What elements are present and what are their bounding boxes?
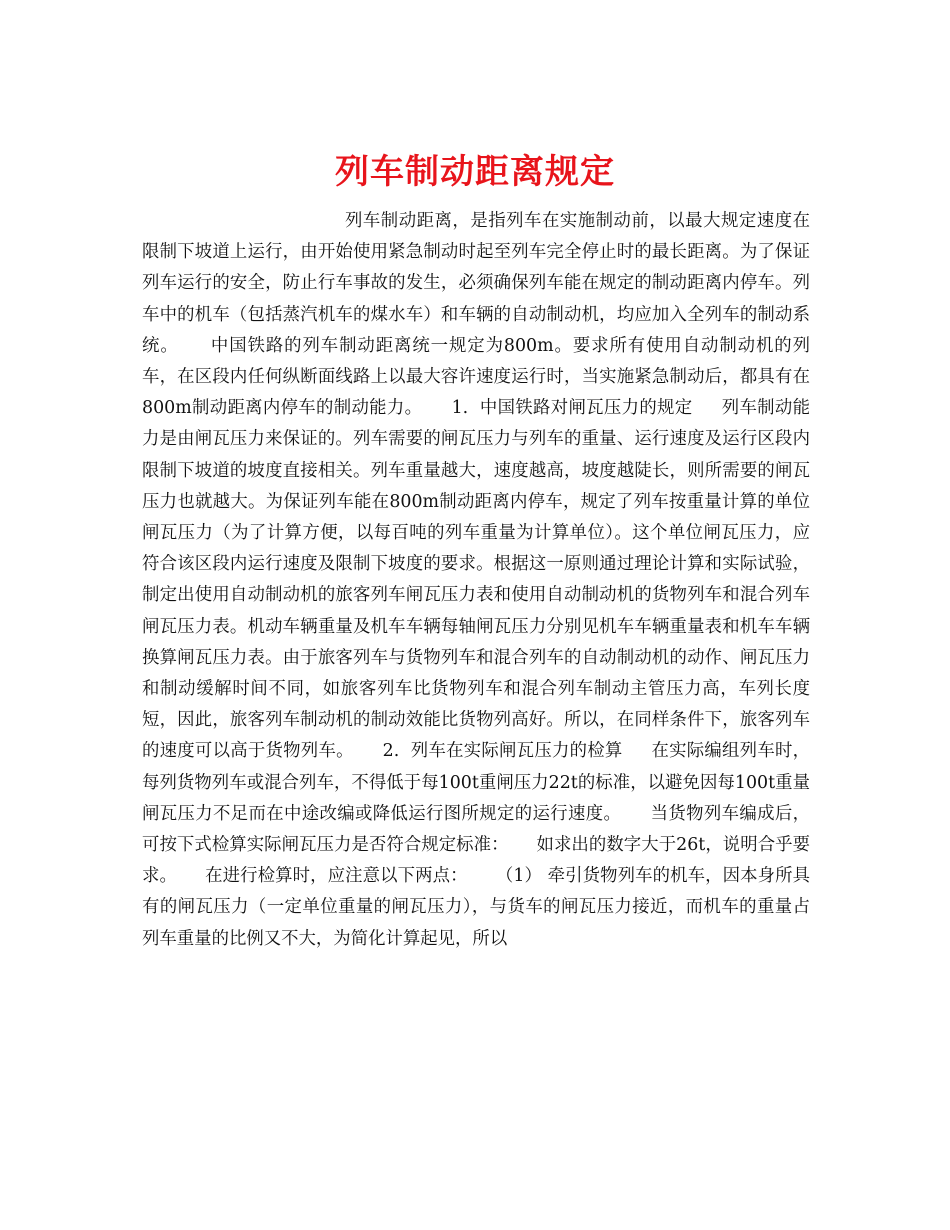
document-body: 列车制动距离，是指列车在实施制动前，以最大规定速度在限制下坡道上运行，由开始使用紧急制动时起至列车完全停止时的最长距离。为了保证列车运行的安全，防止行车事故的发生，必须确保列车能在规定的制动距离内停车。列车中的机车（包括蒸汽机车的煤水车）和车辆的自动制动机，均应加入全列车的制动系统。 中国铁路的列车制动距离统一规定为800m。要求所有使用自动制动机的列车，在区段内任何纵断面线路上以最大容许速度运行时，当实施紧急制动后，都具有在800m制动距离内停车的制动能力。 1. 中国铁路对闸瓦压力的规定 列车制动能力是由闸瓦压力来保证的。列车需要的闸瓦压力与列车的重量、运行速度及运行区段内限制下坡道的坡度直接相关。列车重量越大，速度越高，坡度越陡长，则所需要的闸瓦压力也就越大。为保证列车能在800m制动距离内停车，规定了列车按重量计算的单位闸瓦压力（为了计算方便，以每百吨的列车重量为计算单位）。这个单位闸瓦压力，应符合该区段内运行速度及限制下坡度的要求。根据这一原则通过理论计算和实际试验，制定出使用自动制动机的旅客列车闸瓦压力表和使用自动制动机的货物列车和混合列车闸瓦压力表。机动车辆重量及机车车辆每轴闸瓦压力分别见机车车辆重量表和机车车辆换算闸瓦压力表。由于旅客列车与货物列车和混合列车的自动制动机的动作、闸瓦压力和制动缓解时间不同，如旅客列车比货物列车和混合列车制动主管压力高，车列长度短，因此，旅客列车制动机的制动效能比货物列高好。所以，在同样条件下，旅客列车的速度可以高于货物列车。 2. 列车在实际闸瓦压力的检算 在实际编组列车时，每列货物列车或混合列车，不得低于每100t重闸压力22t的标准，以避免因每100t重量闸瓦压力不足而在中途改编或降低运行图所规定的运行速度。 当货物列车编成后，可按下式检算实际闸瓦压力是否符合规定标准： 如求出的数字大于26t，说明合乎要求。 在进行检算时，应注意以下两点： （1） 牵引货物列车的机车，因本身所具有的闸瓦压力（一定单位重量的闸瓦压力），与货车的闸瓦压力接近，而机车的重量占列车重量的比例又不大，为简化计算起见，所以 (142, 211, 810, 949)
document-title: 列车制动距离规定 (335, 151, 615, 192)
